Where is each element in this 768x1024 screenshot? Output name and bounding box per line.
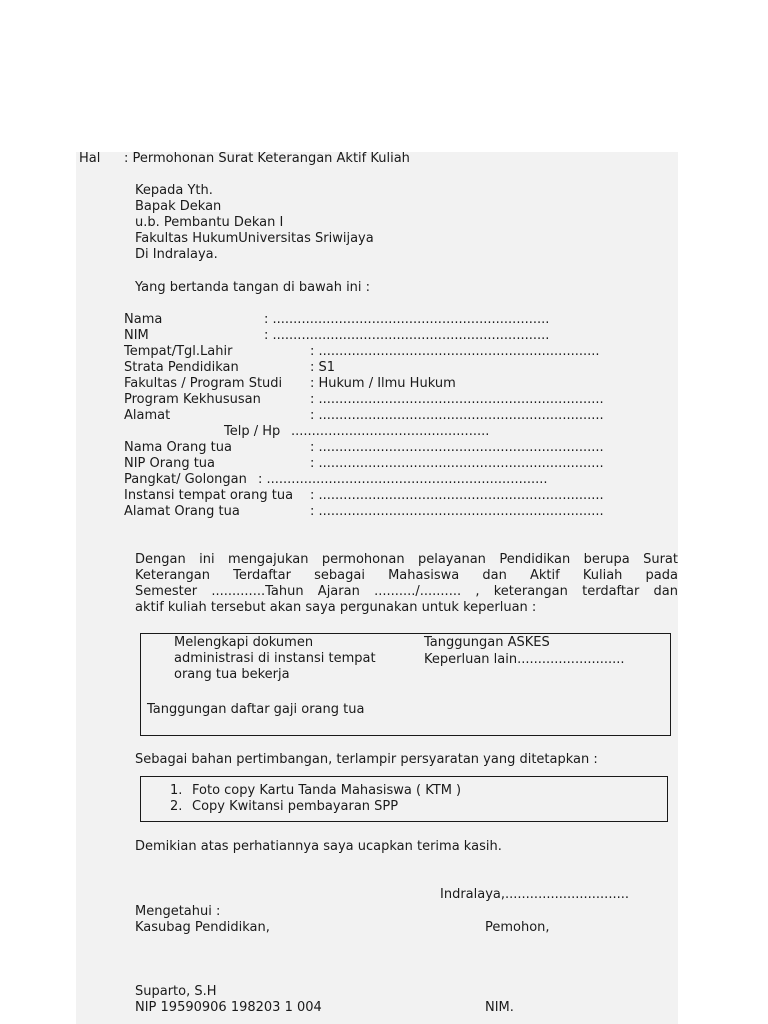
address-line: Fakultas HukumUniversitas Sriwijaya (135, 231, 374, 246)
paragraph-line: Semester .............Tahun Ajaran ........../.......... , keterangan terdaftar dan (135, 584, 678, 599)
purpose-other: Keperluan lain.......................... (424, 652, 625, 667)
requirements-intro: Sebagai bahan pertimbangan, terlampir persyaratan yang ditetapkan : (135, 752, 598, 767)
pemohon-label: Pemohon, (485, 920, 550, 935)
field-label-instansi: Instansi tempat orang tua (124, 488, 294, 503)
address-line: Di Indralaya. (135, 247, 218, 262)
field-label-alamat-ortu: Alamat Orang tua (124, 504, 240, 519)
field-label-alamat: Alamat (124, 408, 171, 423)
subject-text: : Permohonan Surat Keterangan Aktif Kuliah (124, 151, 410, 166)
requirement-number: 1. (170, 783, 183, 798)
field-label-nip-ortu: NIP Orang tua (124, 456, 215, 471)
field-label-ttl: Tempat/Tgl.Lahir (124, 344, 233, 359)
purpose-left-line: administrasi di instansi tempat (174, 651, 376, 666)
intro-text: Yang bertanda tangan di bawah ini : (135, 280, 371, 295)
field-value-nip-ortu: : ..................................................................... (310, 456, 604, 471)
official-nip: NIP 19590906 198203 1 004 (135, 1000, 322, 1015)
field-label-fakultas: Fakultas / Program Studi (124, 376, 283, 391)
field-value-fakultas: : Hukum / Ilmu Hukum (310, 376, 456, 391)
field-label-telp: Telp / Hp (224, 424, 281, 439)
field-value-nama-ortu: : ..................................................................... (310, 440, 604, 455)
closing-text: Demikian atas perhatiannya saya ucapkan terima kasih. (135, 839, 502, 854)
field-value-nim: : ................................................................... (264, 328, 550, 343)
purpose-askes: Tanggungan ASKES (424, 635, 550, 650)
paragraph-line: aktif kuliah tersebut akan saya pergunakan untuk keperluan : (135, 600, 537, 615)
mengetahui-label: Mengetahui : (135, 904, 221, 919)
requirement-item: Copy Kwitansi pembayaran SPP (192, 799, 399, 814)
address-line: u.b. Pembantu Dekan I (135, 215, 284, 230)
field-value-telp: ................................................ (291, 424, 490, 439)
field-value-ttl: : .................................................................... (310, 344, 600, 359)
field-value-alamat-ortu: : ..................................................................... (310, 504, 604, 519)
applicant-nim: NIM. (485, 1000, 514, 1015)
field-label-nama: Nama (124, 312, 163, 327)
purpose-gaji: Tanggungan daftar gaji orang tua (147, 702, 365, 717)
purpose-left-line: Melengkapi dokumen (174, 635, 314, 650)
address-line: Bapak Dekan (135, 199, 222, 214)
kasubag-label: Kasubag Pendidikan, (135, 920, 270, 935)
field-value-instansi: : ..................................................................... (310, 488, 604, 503)
purpose-left-line: orang tua bekerja (174, 667, 290, 682)
field-value-pangkat: : .................................................................... (258, 472, 548, 487)
field-label-nama-ortu: Nama Orang tua (124, 440, 232, 455)
place-date: Indralaya,.............................. (440, 887, 629, 902)
field-label-pangkat: Pangkat/ Golongan (124, 472, 247, 487)
field-label-kekhususan: Program Kekhususan (124, 392, 261, 407)
field-value-kekhususan: : ..................................................................... (310, 392, 604, 407)
requirement-item: Foto copy Kartu Tanda Mahasiswa ( KTM ) (192, 783, 462, 798)
field-label-nim: NIM (124, 328, 149, 343)
field-value-alamat: : ..................................................................... (310, 408, 604, 423)
requirement-number: 2. (170, 799, 183, 814)
field-value-nama: : ................................................................... (264, 312, 550, 327)
paragraph-line: Dengan ini mengajukan permohonan pelayanan Pendidikan berupa Surat (135, 552, 678, 567)
address-line: Kepada Yth. (135, 183, 213, 198)
subject-label: Hal (79, 151, 101, 166)
paragraph-line: Keterangan Terdaftar sebagai Mahasiswa dan Aktif Kuliah pada (135, 568, 678, 583)
official-name: Suparto, S.H (135, 984, 217, 999)
field-value-strata: : S1 (310, 360, 336, 375)
field-label-strata: Strata Pendidikan (124, 360, 239, 375)
